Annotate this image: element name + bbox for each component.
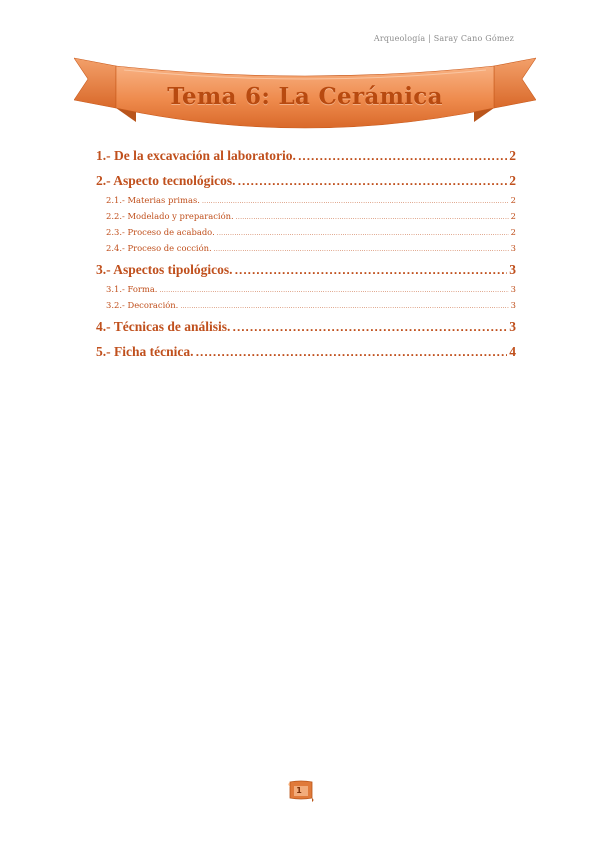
- toc-entry[interactable]: [96, 144, 516, 167]
- toc-dot-leader: [235, 260, 508, 283]
- toc-dot-leader: [217, 226, 509, 242]
- toc-page-number: 2: [510, 195, 516, 205]
- toc-entry-label: 2.- Aspecto tecnológicos.: [96, 173, 236, 188]
- toc-entry-label: 1.- De la excavación al laboratorio.: [96, 148, 296, 163]
- toc-entry-label: 2.3.- Proceso de acabado.: [106, 227, 215, 237]
- toc-dot-leader: [180, 299, 508, 315]
- table-of-contents: [96, 144, 516, 363]
- toc-entry-label: 2.2.- Modelado y preparación.: [106, 211, 234, 221]
- toc-entry-label: 3.1.- Forma.: [106, 284, 158, 294]
- running-header: Arqueología | Saray Cano Gómez: [373, 34, 514, 43]
- toc-dot-leader: [236, 210, 509, 226]
- toc-subentry[interactable]: [96, 224, 516, 240]
- toc-page-number: 2: [510, 211, 516, 221]
- toc-dot-leader: [237, 171, 507, 194]
- toc-entry[interactable]: [96, 258, 516, 281]
- toc-page-number: 3: [509, 262, 516, 277]
- page-number: 1: [296, 786, 302, 795]
- toc-dot-leader: [232, 317, 507, 340]
- toc-subentry[interactable]: [96, 192, 516, 208]
- toc-entry-label: 2.1.- Materias primas.: [106, 195, 200, 205]
- toc-page-number: 2: [509, 173, 516, 188]
- toc-dot-leader: [195, 342, 507, 365]
- toc-entry-label: 2.4.- Proceso de cocción.: [106, 243, 212, 253]
- toc-entry[interactable]: [96, 315, 516, 338]
- toc-page-number: 2: [510, 227, 516, 237]
- toc-dot-leader: [298, 146, 507, 169]
- toc-entry-label: 3.- Aspectos tipológicos.: [96, 262, 233, 277]
- toc-page-number: 3: [510, 243, 516, 253]
- toc-page-number: 4: [509, 344, 516, 359]
- toc-subentry[interactable]: [96, 297, 516, 313]
- toc-page-number: 3: [509, 319, 516, 334]
- toc-page-number: 3: [510, 284, 516, 294]
- toc-entry-label: 3.2.- Decoración.: [106, 300, 179, 310]
- toc-entry[interactable]: [96, 169, 516, 192]
- toc-dot-leader: [214, 242, 509, 258]
- toc-entry[interactable]: [96, 340, 516, 363]
- toc-dot-leader: [159, 283, 508, 299]
- toc-subentry[interactable]: [96, 208, 516, 224]
- toc-page-number: 3: [510, 300, 516, 310]
- document-title: Tema 6: La Cerámica: [167, 83, 443, 110]
- toc-dot-leader: [202, 194, 509, 210]
- toc-subentry[interactable]: [96, 240, 516, 256]
- toc-entry-label: 5.- Ficha técnica.: [96, 344, 194, 359]
- toc-entry-label: 4.- Técnicas de análisis.: [96, 319, 231, 334]
- toc-subentry[interactable]: [96, 281, 516, 297]
- toc-page-number: 2: [509, 148, 516, 163]
